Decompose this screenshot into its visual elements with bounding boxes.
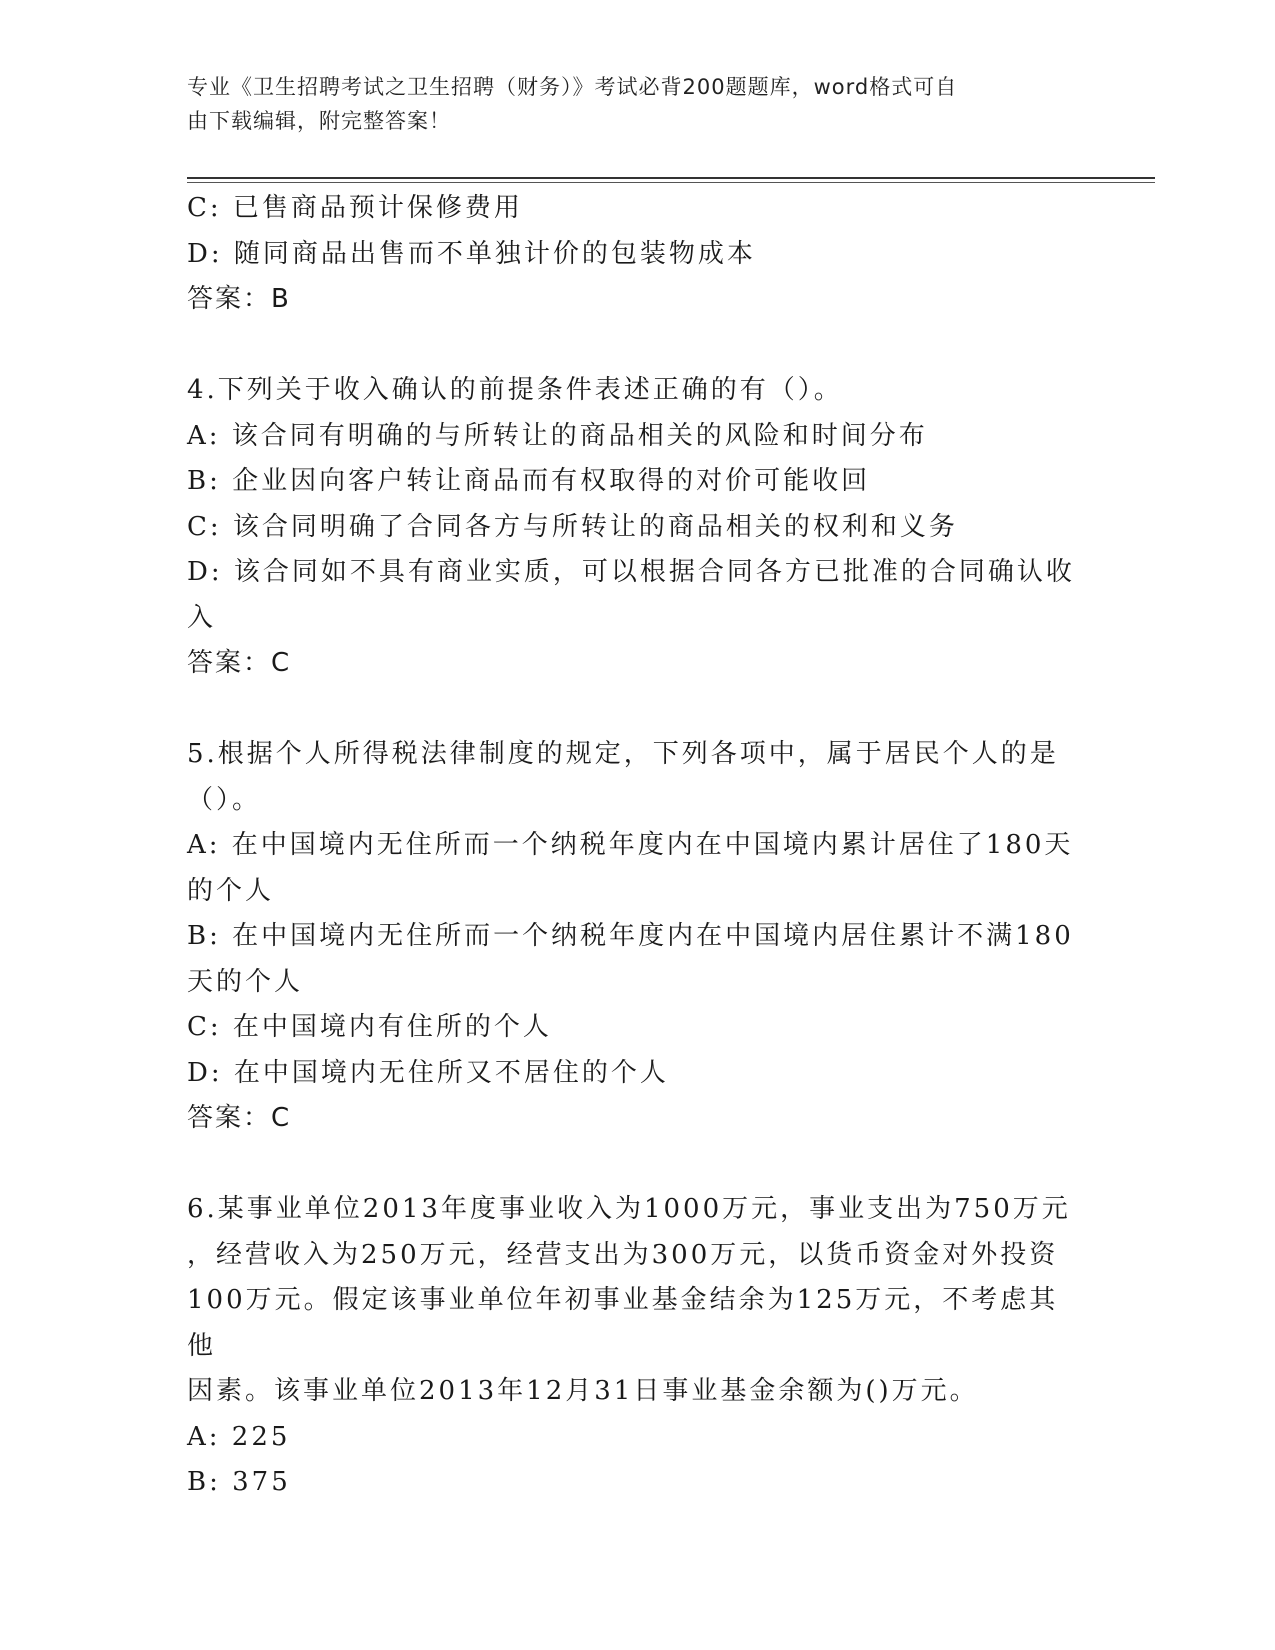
q5-stem-line-2: （）。	[187, 784, 262, 815]
q6-option-b: B: 375	[187, 1467, 291, 1497]
q4-option-c: C: 该合同明确了合同各方与所转让的商品相关的权利和义务	[187, 511, 958, 542]
q4-option-d-line-2: 入	[187, 602, 217, 633]
q5-option-a-line-1: A: 在中国境内无住所而一个纳税年度内在中国境内累计居住了180天	[187, 830, 1074, 860]
q4-option-a: A: 该合同有明确的与所转让的商品相关的风险和时间分布	[187, 420, 928, 451]
q5-option-b-line-2: 天的个人	[187, 966, 304, 997]
q3-answer: 答案：B	[187, 284, 291, 314]
document-header	[187, 70, 1067, 138]
question-list	[187, 186, 1087, 1506]
spacer	[187, 1142, 1087, 1188]
header-line-2: 由下载编辑，附完整答案！	[187, 109, 451, 133]
q5-answer: 答案：C	[187, 1103, 292, 1133]
q3-option-d: D: 随同商品出售而不单独计价的包装物成本	[187, 238, 756, 269]
q4-stem: 4.下列关于收入确认的前提条件表述正确的有（）。	[187, 375, 843, 405]
q6-stem-line-2: ，经营收入为250万元，经营支出为300万元，以货币资金对外投资	[187, 1239, 1059, 1270]
spacer	[187, 323, 1087, 369]
q6-stem-line-1: 6.某事业单位2013年度事业收入为1000万元，事业支出为750万元	[187, 1194, 1071, 1224]
q5-option-b-line-1: B: 在中国境内无住所而一个纳税年度内在中国境内居住累计不满180	[187, 921, 1074, 951]
q6-stem-line-3: 100万元。假定该事业单位年初事业基金结余为125万元，不考虑其他	[187, 1285, 1059, 1361]
q6-stem-line-4: 因素。该事业单位2013年12月31日事业基金余额为()万元。	[187, 1376, 979, 1406]
header-divider-thin	[187, 182, 1155, 183]
q4-option-b: B: 企业因向客户转让商品而有权取得的对价可能收回	[187, 466, 871, 496]
q5-option-c: C: 在中国境内有住所的个人	[187, 1012, 552, 1042]
header-divider-thick	[187, 177, 1155, 179]
q3-option-c: C: 已售商品预计保修费用	[187, 193, 523, 223]
q6-option-a: A: 225	[187, 1421, 291, 1452]
spacer	[187, 687, 1087, 733]
q4-answer: 答案：C	[187, 648, 292, 678]
header-line-1: 专业《卫生招聘考试之卫生招聘（财务）》考试必背200题题库，word格式可自	[187, 75, 958, 99]
q5-option-d: D: 在中国境内无住所又不居住的个人	[187, 1057, 669, 1088]
q5-option-a-line-2: 的个人	[187, 875, 275, 906]
q5-stem-line-1: 5.根据个人所得税法律制度的规定，下列各项中，属于居民个人的是	[187, 739, 1059, 769]
q4-option-d-line-1: D: 该合同如不具有商业实质，可以根据合同各方已批准的合同确认收	[187, 557, 1075, 587]
